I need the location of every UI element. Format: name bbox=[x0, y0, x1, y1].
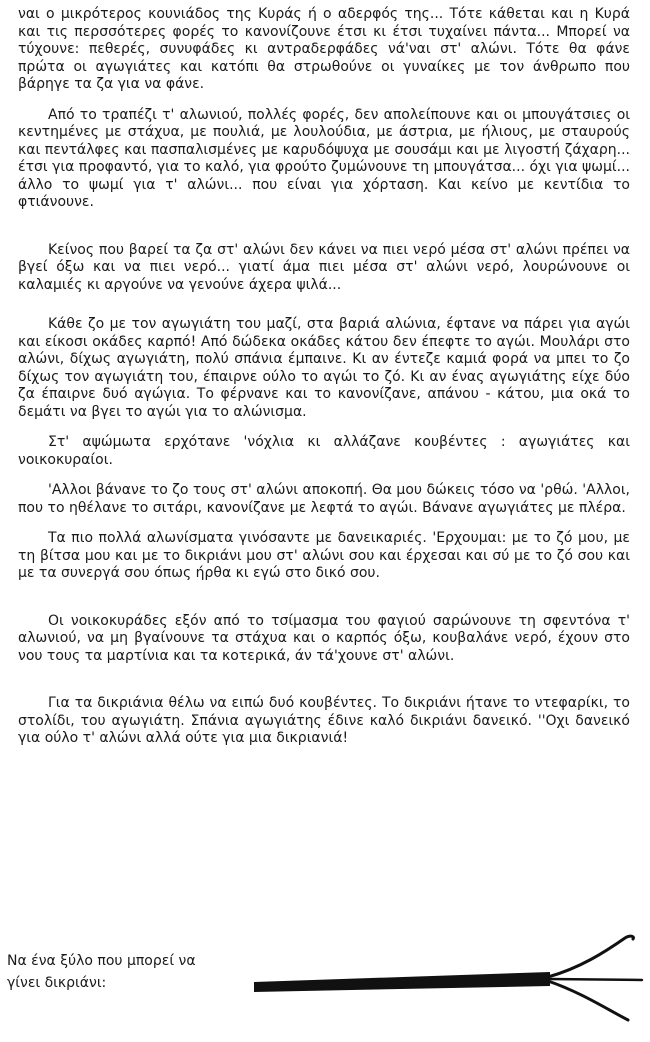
paragraph-4: Κάθε ζο με τον αγωγιάτη του μαζί, στα βαριά αλώνια, έφτανε να πάρει για αγώι και είκοσι οκάδες καρπό! Από δώδεκα οκάδες κάτου δεν έπεφτε το αγώι. Μουλάρι στο αλώνι, δίχως αγωγιάτη, πολύ σπάνια έμπαινε. Κι αν έντεζε καμιά φορά να μπει το ζο δίχως τον αγωγιάτη του, έπαιρνε ούλο το αγώι το ζό. Κι αν ένας αγωγιάτης είχε δύο ζα έπαιρνε δυό αγώγια. Το φέρνανε και το κανονίζανε, απάνου - κάτου, μια οκά το δεμάτι να βγει το αγώι για το αλώνισμα. bbox=[18, 316, 630, 420]
paragraph-8: Οι νοικοκυράδες εξόν από το τσίμασμα του φαγιού σαρώνουνε τη σφεντόνα τ' αλωνιού, να μη βγαίνουνε τα στάχυα και ο καρπός όξω, κουβαλάνε νερό, έχουν στο νου τους τα μαρτίνια και τα κοτερικά, άν τά'χουνε στ' αλώνι. bbox=[18, 612, 630, 664]
paragraph-2: Από το τραπέζι τ' αλωνιού, πολλές φορές, δεν απολείπουνε και οι μπουγάτσιες οι κεντημένες με στάχυα, με πουλιά, με λουλούδια, με άστρια, με ήλιους, με σταυρούς και πεντάλφες και πασπαλισμένες με καρυδόψυχα με σουσάμι και με λιγοστή ζάχαρη... έτσι για προφαντό, για το καλό, για φρούτο ζυμώνουνε τη μπουγάτσα... όχι για ψωμί... άλλο το ψωμί για τ' αλώνι... που είναι για χόρταση. Και κείνο με κεντίδια το φτιάνουνε. bbox=[18, 106, 630, 210]
paragraph-7: Τα πιο πολλά αλωνίσματα γινόσαντε με δανεικαριές. 'Ερχουμαι: με το ζό μου, με τη βίτσα μου και με το δικριάνι μου στ' αλώνι σου και έρχεσαι και σύ με το ζό σου και με τα συνεργά σου όπως ήρθα κι εγώ στο δικό σου. bbox=[18, 530, 630, 581]
pitchfork-tip bbox=[548, 979, 642, 980]
paragraph-6: 'Αλλοι βάνανε το ζο τους στ' αλώνι αποκοπή. Θα μου δώκεις τόσο να 'ρθώ. 'Αλλοι, που το ηθέλανε το σιτάρι, κανονίζανε με λεφτά το αγώι. Βάνανε αγωγιάτες με πλέρα. bbox=[18, 482, 631, 516]
paragraph-1: ναι ο μικρότερος κουνιάδος της Κυράς ή ο αδερφός της... Τότε κάθεται και η Κυρά και τις περσσότερες φορές το κανονίζουνε έτσι κι έτσι τυχαίνει πάντα... Μπορεί να τύχουνε: πεθερές, συνυφάδες κι αντραδερφάδες νά'ναι στ' αλώνι. Τότε θα φάνε πρώτα οι αγωγιάτες και κατόπι θα στρωθούνε οι γυναίκες με τον άνθρωπο που βάρηγε τα ζα για να φάνε. bbox=[18, 6, 630, 92]
fork-caption-line-2: γίνει δικριάνι: bbox=[7, 975, 107, 991]
paragraph-3: Κείνος που βαρεί τα ζα στ' αλώνι δεν κάνει να πιει νερό μέσα στ' αλώνι πρέπει να βγεί όξω και να πιει νερό... γιατί άμα πιει μέσα στ' αλώνι νερό, λουρώνουνε οι καλαμιές κι αργούνε να γενούνε άχερα ψιλά... bbox=[18, 241, 630, 293]
fork-caption-line-1: Να ένα ξύλο που μπορεί να bbox=[7, 953, 196, 969]
paragraph-9: Για τα δικριάνια θέλω να ειπώ δυό κουβέντες. Το δικριάνι ήτανε το ντεφαρίκι, το στολίδι, του αγωγιάτη. Σπάνια αγωγιάτης έδινε καλό δικριάνι δανεικό. ''Οχι δανεικό για ούλο τ' αλώνι αλλά ούτε για μια δικριανιά! bbox=[18, 695, 630, 746]
paragraph-5: Στ' αψώμωτα ερχότανε 'νόχλια κι αλλάζανε κουβέντες : αγωγιάτες και νοικοκυραίοι. bbox=[18, 434, 630, 468]
pitchfork-prong-lower bbox=[548, 981, 628, 1020]
fork-caption bbox=[7, 950, 267, 994]
pitchfork-drawing bbox=[250, 930, 645, 1030]
pitchfork-prong-upper bbox=[548, 936, 633, 977]
